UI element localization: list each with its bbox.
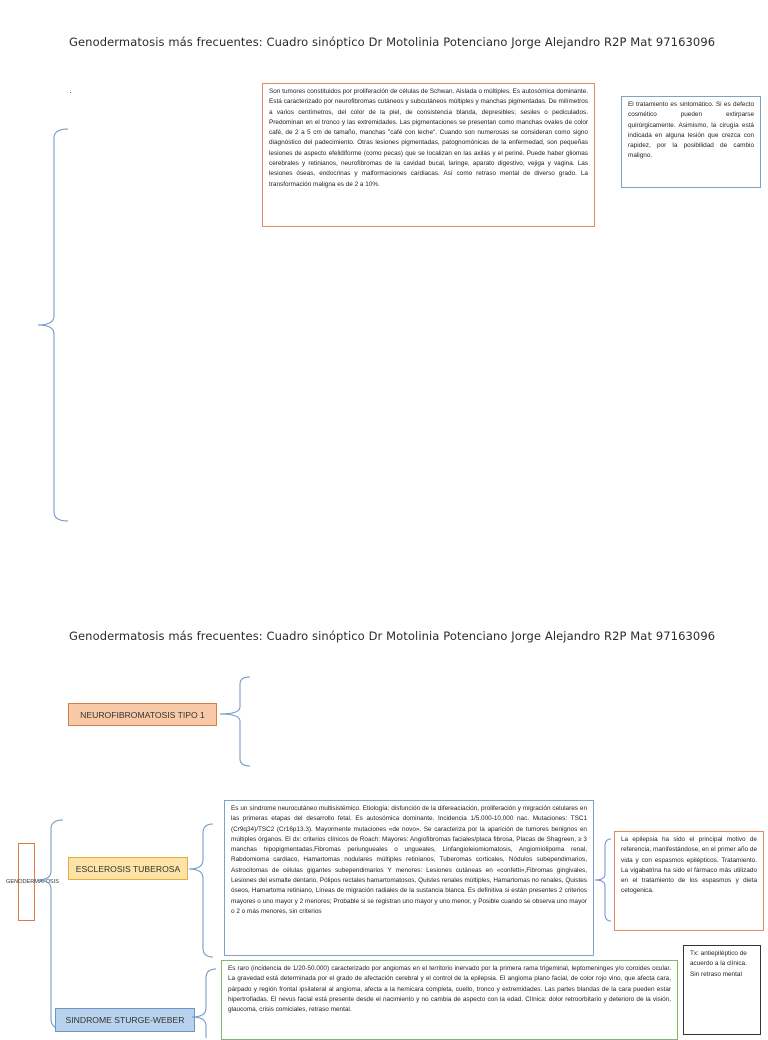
root-brace	[45, 819, 70, 1024]
et-treatment-box	[614, 831, 764, 931]
nf1-brace	[234, 676, 254, 771]
sw-treatment-text: Tx: antiepiléptico de acuerdo a la clínica. Sin retraso mental	[690, 950, 747, 978]
page-title-2: Genodermatosis más frecuentes: Cuadro sinóptico Dr Motolinia Potenciano Jorge Alejandro R2P Mat 97163096	[69, 629, 716, 643]
main-curly-brace	[50, 128, 70, 528]
et-treatment-text: La epilepsia ha sido el principal motivo de referencia, manifestándose, en el primer año de vida y con espasmos epilépticos. Tratamiento. La vigabatrina ha sido el fármaco más utilizado en el tratamiento de los espasmos y dieta cetogenica.	[621, 836, 757, 895]
nf1-description-text: Son tumores constituidos por proliferación de células de Schwan. Aislada o múltiples. Es autosómica dominante. Está caracterizado por neurofibromas cutáneos y subcutáneos múltiples y manchas pigmentadas. De milímetros a varios centímetros, del color de la piel, de consistencia blanda, depresibles; sesiles o pediculados. Predominan en el tronco y las extremidades. Las pigmentaciones se presentan como manchas ovales de color café, de 2 a 5 cm de tamaño, manchas "café con leche". Cuando son numerosas se consideran como signo diagnóstico del padecimiento. Otras lesiones pigmentadas, patognomónicas de la enfermedad, son pequeñas lesiones de aspecto efelidiforme (como pecas) que se localizan en las axilas y el periné. Puede haber gliomas cerebrales y retinianos, neurofibromas de la cavidad bucal, laringe, aparato digestivo, vejiga y vagina. Las lesiones óseas, endocrinas y malformaciones cardiacas. Así como retraso mental de diverso grado. La transformación maligna es de 2 a 10%.	[269, 88, 588, 188]
sw-treatment-box	[683, 945, 761, 1035]
neurofibromatosis-label: NEUROFIBROMATOSIS TIPO 1	[68, 703, 217, 726]
page-title: Genodermatosis más frecuentes: Cuadro sinóptico Dr Motolinia Potenciano Jorge Alejandro R2P Mat 97163096	[69, 35, 716, 49]
sw-description-box	[221, 960, 678, 1040]
sturge-weber-label: SINDROME STURGE-WEBER	[55, 1008, 195, 1032]
sw-brace	[198, 968, 218, 1038]
nf1-treatment-text: El tratamiento es sintomático. Si es defecto cosmético pueden extirparse quirúrgicamente. Asimismo, la cirugía está indicada en alguna lesión que crezca con rapidez, por la posibilidad de cambio maligno.	[628, 101, 754, 160]
stray-dot	[70, 92, 71, 93]
sw-description-text: Es raro (incidencia de 1/20-50.000) caracterizado por angiomas en el territorio inervado por la primera rama trigeminal, leptomeninges y/o coroides ocular. La gravedad está determinada por el grado de afectación cerebral y el control de la epilepsia. El angioma plano facial, de color rojo vino, que afecta cara, párpado y región frontal ipsilateral al angioma, afecta a la hemicara completa, cuello, tronco y extremidades. Las partes blandas de la cara pueden estar hipertrofiadas. El nevus facial está presente desde el nacimiento y no cambia de aspecto con la edad. Clínica: dolor retroorbitario y deterioro de la visión, glaucoma, crisis comiciales, retraso mental.	[228, 965, 671, 1014]
esclerosis-tuberosa-label: ESCLEROSIS TUBEROSA	[68, 857, 188, 880]
nf1-description-box	[262, 83, 595, 227]
et-description-text: Es un síndrome neurocutáneo multisistémico. Etiología: disfunción de la difereaciación, proliferación y migración celulares en las primeras etapas del desarrollo fetal. Es autosómica dominante. Incidencia 1/5.000-10.000 nac. Mutaciones: TSC1 (Cr9q34)/TSC2 (Cr16p13.3). Mayormente mutaciones «de novo». Se caracteriza por la aparición de tumores benignos en múltiples órganos. El dx: criterios clínicos de Roach: Mayores: Angiofibromas faciales/placa fibrosa, Placas de Shagreen, ≥ 3 manchas hipopigmentadas,Fibromas periungueales o ungueales, Linfangioleiomiomatosis, Angiomiolipoma renal, Rabdomioma cardiaco, Hamartomas nodulares múltiples retinianos, Tuberomas corticales, Nódulos subependimarios, Astrocitomas de células gigantes subependimarios Y menores: Lesiones cutáneas en «confetti»,Fibromas gingivales, Lesiones del esmalte dentario, Pólipos rectales hamartomatosos, Quistes renales múltiples, Hamartomas no renales, Quistes óseos, Hamartoma retiniano, Líneas de migración radiales de la sustancia blanca. Es definitiva si están presentes 2 criterios mayores o uno mayor y 2 menores; Probable si se registran uno mayor y uno menor, y Posible cuando se observa uno mayor o 2 o más menores, sin criterios	[231, 805, 587, 915]
et-brace	[195, 823, 215, 963]
et-treatment-brace	[599, 838, 613, 923]
nf1-treatment-box	[621, 96, 761, 188]
et-description-box	[224, 800, 594, 956]
genodermatosis-root-label: GENODERMATOSIS	[6, 879, 59, 885]
